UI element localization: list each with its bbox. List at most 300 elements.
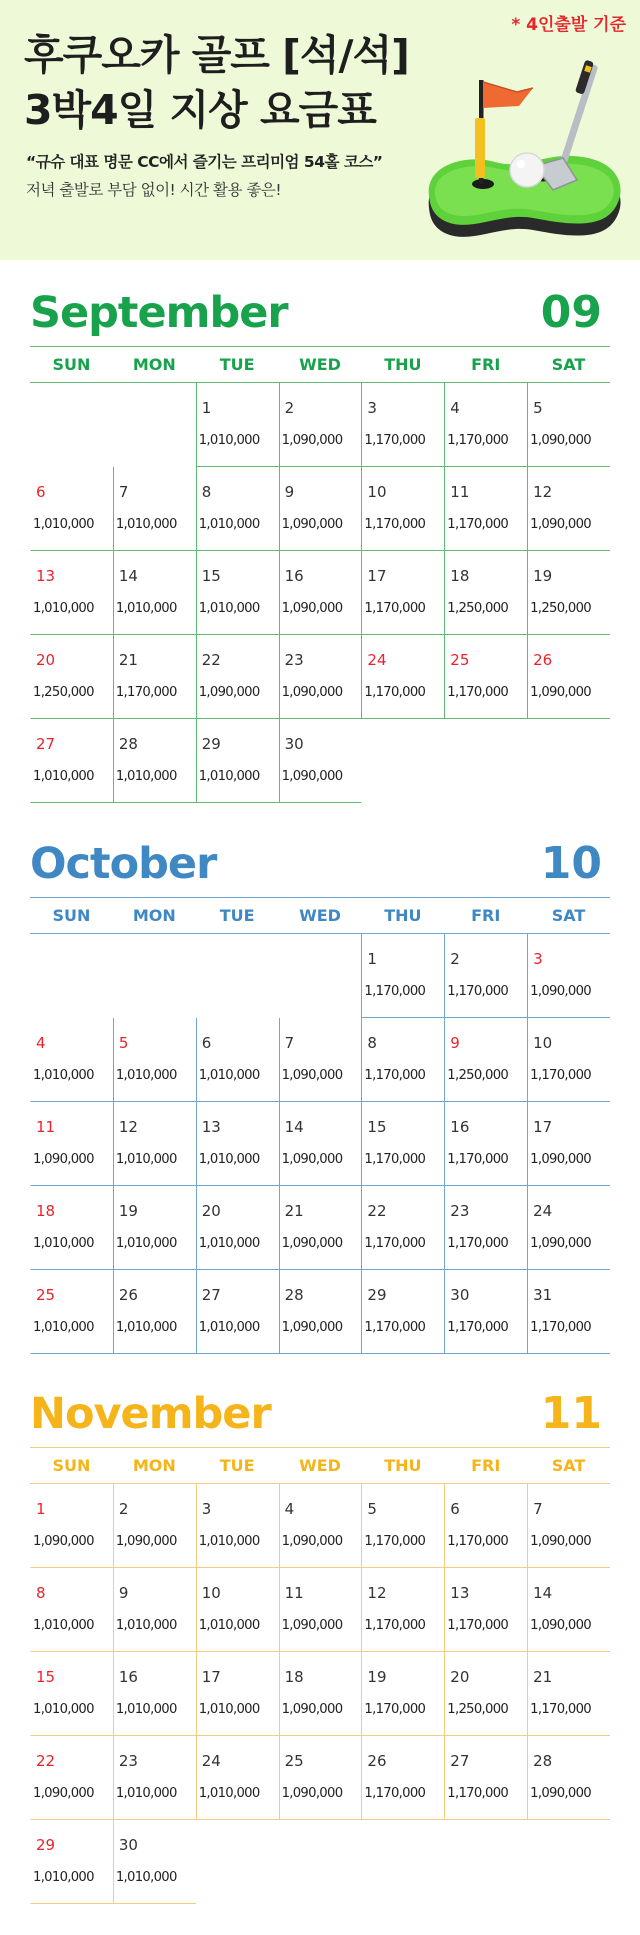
weekday-row: [30, 897, 610, 934]
day-number: 27: [201, 1286, 221, 1304]
day-grid: [30, 934, 610, 1354]
day-number: 20: [450, 1668, 470, 1686]
day-price: 1,010,000: [198, 517, 260, 532]
day-number: 11: [284, 1584, 304, 1602]
weekday-sun: SUN: [52, 906, 91, 925]
day-cell: [361, 383, 444, 467]
day-grid: [30, 1484, 610, 1904]
day-price: 1,090,000: [281, 1152, 343, 1167]
empty-cell: [113, 934, 196, 1018]
weekday-fri: FRI: [471, 355, 501, 374]
day-cell: [444, 1568, 527, 1652]
day-cell: [527, 1484, 610, 1568]
october-calendar: [30, 833, 610, 1354]
weekday-thu: THU: [384, 906, 422, 925]
day-cell: [527, 1018, 610, 1102]
day-cell: [361, 635, 444, 719]
day-number: 22: [367, 1202, 387, 1220]
day-number: 8: [367, 1034, 377, 1052]
day-number: 2: [118, 1500, 129, 1518]
month-name: November: [30, 1389, 271, 1439]
day-cell: [444, 467, 527, 551]
day-price: 1,010,000: [33, 1320, 94, 1335]
weekday-sun: SUN: [52, 355, 91, 374]
day-price: 1,090,000: [530, 517, 591, 532]
weekday-fri: FRI: [471, 906, 501, 925]
day-cell: [444, 1736, 527, 1820]
day-cell: [113, 467, 196, 551]
day-price: 1,010,000: [33, 1702, 94, 1717]
group-size-note: * 4인출발 기준: [511, 15, 626, 35]
weekday-wed: WED: [299, 906, 341, 925]
month-name: September: [30, 288, 288, 338]
day-price: 1,170,000: [447, 685, 509, 700]
month-number: 10: [540, 838, 602, 889]
page-title: [24, 28, 409, 138]
course-quote: “규슈 대표 명문 CC에서 즐기는 프리미엄 54홀 코스”: [26, 153, 383, 171]
day-number: 5: [533, 399, 543, 417]
day-cell: [527, 1652, 610, 1736]
day-number: 29: [201, 735, 221, 753]
day-number: 9: [450, 1034, 460, 1052]
day-number: 6: [450, 1500, 460, 1518]
day-price: 1,010,000: [115, 1068, 177, 1083]
day-number: 16: [118, 1668, 138, 1686]
month-header: [30, 1383, 610, 1447]
empty-cell: [30, 934, 113, 1018]
day-number: 6: [201, 1034, 212, 1052]
day-price: 1,010,000: [115, 601, 177, 616]
day-price: 1,010,000: [198, 1068, 260, 1083]
day-number: 29: [367, 1286, 387, 1304]
day-number: 1: [201, 399, 212, 417]
day-number: 26: [533, 651, 553, 669]
empty-cell: [30, 383, 113, 467]
day-number: 17: [533, 1118, 553, 1136]
day-number: 22: [36, 1752, 56, 1770]
day-price: 1,090,000: [281, 685, 343, 700]
day-price: 1,090,000: [530, 1534, 591, 1549]
day-cell: [30, 1736, 113, 1820]
day-cell: [527, 1270, 610, 1354]
golf-green-illustration: [415, 58, 630, 248]
day-number: 8: [201, 483, 212, 501]
day-cell: [444, 635, 527, 719]
day-number: 18: [450, 567, 470, 585]
header-banner: [0, 0, 640, 260]
day-number: 18: [36, 1202, 56, 1220]
day-cell: [196, 1484, 279, 1568]
day-price: 1,090,000: [281, 1068, 343, 1083]
day-price: 1,170,000: [530, 1068, 591, 1083]
day-price: 1,010,000: [33, 517, 94, 532]
day-price: 1,010,000: [33, 1236, 94, 1251]
day-cell: [196, 383, 279, 467]
day-grid: [30, 383, 610, 803]
day-number: 6: [36, 483, 46, 501]
day-number: 24: [367, 651, 387, 669]
day-number: 21: [284, 1202, 304, 1220]
weekday-sat: SAT: [551, 355, 586, 374]
day-price: 1,250,000: [447, 601, 509, 616]
day-number: 27: [36, 735, 56, 753]
day-price: 1,010,000: [198, 1236, 260, 1251]
day-number: 15: [201, 567, 221, 585]
day-number: 26: [367, 1752, 387, 1770]
day-cell: [279, 1018, 362, 1102]
day-number: 31: [533, 1286, 553, 1304]
day-number: 13: [36, 567, 56, 585]
day-number: 3: [201, 1500, 212, 1518]
day-cell: [444, 1652, 527, 1736]
day-cell: [113, 1270, 196, 1354]
day-price: 1,090,000: [198, 685, 260, 700]
day-cell: [444, 1186, 527, 1270]
day-cell: [279, 383, 362, 467]
day-price: 1,010,000: [115, 1702, 177, 1717]
day-number: 8: [36, 1584, 46, 1602]
day-cell: [527, 1736, 610, 1820]
day-price: 1,010,000: [198, 1320, 260, 1335]
day-price: 1,010,000: [33, 1068, 94, 1083]
day-cell: [361, 1568, 444, 1652]
day-price: 1,090,000: [115, 1534, 177, 1549]
day-number: 30: [284, 735, 304, 753]
day-number: 28: [533, 1752, 553, 1770]
weekday-sat: SAT: [551, 906, 586, 925]
day-number: 11: [450, 483, 470, 501]
day-price: 1,010,000: [115, 1618, 177, 1633]
day-cell: [444, 1484, 527, 1568]
day-cell: [196, 719, 279, 803]
day-number: 7: [533, 1500, 543, 1518]
day-price: 1,010,000: [115, 769, 177, 784]
day-cell: [196, 1652, 279, 1736]
day-cell: [30, 551, 113, 635]
day-number: 16: [450, 1118, 470, 1136]
day-price: 1,090,000: [33, 1152, 94, 1167]
day-cell: [361, 934, 444, 1018]
weekday-tue: TUE: [219, 906, 255, 925]
day-cell: [30, 467, 113, 551]
day-cell: [279, 467, 362, 551]
title-line-1: 후쿠오카 골프 [석/석]: [24, 31, 409, 79]
day-cell: [113, 1484, 196, 1568]
november-calendar: [30, 1383, 610, 1904]
day-price: 1,010,000: [115, 1236, 177, 1251]
day-cell: [527, 383, 610, 467]
course-description: 저녁 출발로 부담 없이! 시간 활용 좋은!: [26, 181, 282, 199]
day-number: 2: [450, 950, 460, 968]
day-price: 1,010,000: [198, 1702, 260, 1717]
day-cell: [30, 1102, 113, 1186]
day-cell: [30, 1820, 113, 1904]
day-number: 25: [284, 1752, 304, 1770]
day-cell: [361, 1652, 444, 1736]
day-price: 1,090,000: [530, 1618, 591, 1633]
day-price: 1,010,000: [33, 769, 94, 784]
day-price: 1,170,000: [364, 1320, 426, 1335]
day-number: 19: [367, 1668, 387, 1686]
day-price: 1,090,000: [281, 769, 343, 784]
day-price: 1,090,000: [281, 1236, 343, 1251]
day-price: 1,090,000: [33, 1534, 94, 1549]
day-cell: [279, 719, 362, 803]
weekday-sun: SUN: [52, 1456, 91, 1475]
day-number: 4: [284, 1500, 295, 1518]
day-number: 20: [201, 1202, 221, 1220]
day-cell: [361, 1018, 444, 1102]
day-cell: [30, 1186, 113, 1270]
day-number: 3: [367, 399, 377, 417]
day-cell: [196, 1568, 279, 1652]
day-number: 24: [201, 1752, 221, 1770]
day-price: 1,090,000: [530, 984, 591, 999]
day-number: 2: [284, 399, 295, 417]
day-number: 1: [36, 1500, 46, 1518]
day-price: 1,010,000: [33, 601, 94, 616]
day-number: 14: [284, 1118, 304, 1136]
day-number: 17: [201, 1668, 221, 1686]
day-price: 1,170,000: [447, 1786, 509, 1801]
day-number: 21: [118, 651, 138, 669]
day-number: 21: [533, 1668, 553, 1686]
day-price: 1,170,000: [364, 984, 426, 999]
day-price: 1,010,000: [33, 1870, 94, 1885]
weekday-mon: MON: [132, 906, 176, 925]
day-cell: [527, 467, 610, 551]
weekday-row: [30, 1447, 610, 1484]
day-price: 1,010,000: [198, 1152, 260, 1167]
weekday-sat: SAT: [551, 1456, 586, 1475]
day-price: 1,010,000: [115, 1320, 177, 1335]
day-price: 1,010,000: [115, 1152, 177, 1167]
day-cell: [361, 1484, 444, 1568]
day-price: 1,250,000: [447, 1068, 509, 1083]
day-price: 1,090,000: [530, 1236, 591, 1251]
day-number: 17: [367, 567, 387, 585]
day-number: 19: [533, 567, 553, 585]
day-price: 1,090,000: [530, 1152, 591, 1167]
day-cell: [196, 1102, 279, 1186]
day-price: 1,090,000: [281, 517, 343, 532]
day-cell: [527, 1102, 610, 1186]
day-number: 3: [533, 950, 543, 968]
day-number: 26: [118, 1286, 138, 1304]
weekday-mon: MON: [132, 1456, 176, 1475]
day-price: 1,170,000: [447, 517, 509, 532]
day-number: 22: [201, 651, 221, 669]
day-cell: [30, 1270, 113, 1354]
day-cell: [113, 1186, 196, 1270]
month-header: [30, 282, 610, 346]
day-cell: [279, 635, 362, 719]
day-price: 1,170,000: [447, 1534, 509, 1549]
day-price: 1,250,000: [530, 601, 591, 616]
day-number: 15: [36, 1668, 56, 1686]
day-number: 5: [367, 1500, 377, 1518]
day-cell: [279, 1484, 362, 1568]
weekday-thu: THU: [384, 355, 422, 374]
day-number: 1: [367, 950, 377, 968]
day-price: 1,170,000: [364, 1702, 426, 1717]
day-number: 16: [284, 567, 304, 585]
day-cell: [30, 635, 113, 719]
day-cell: [444, 1102, 527, 1186]
day-cell: [279, 1270, 362, 1354]
day-number: 12: [118, 1118, 138, 1136]
day-cell: [113, 635, 196, 719]
day-cell: [30, 1652, 113, 1736]
day-price: 1,090,000: [281, 601, 343, 616]
day-cell: [113, 1568, 196, 1652]
day-price: 1,010,000: [198, 769, 260, 784]
day-price: 1,170,000: [530, 1320, 591, 1335]
day-number: 24: [533, 1202, 553, 1220]
day-number: 10: [201, 1584, 221, 1602]
empty-cell: [279, 934, 362, 1018]
day-price: 1,250,000: [447, 1702, 509, 1717]
day-number: 28: [118, 735, 138, 753]
day-cell: [527, 635, 610, 719]
title-line-2: 3박4일 지상 요금표: [24, 86, 376, 134]
day-price: 1,170,000: [447, 1152, 509, 1167]
month-header: [30, 833, 610, 897]
day-price: 1,090,000: [281, 433, 343, 448]
day-number: 10: [533, 1034, 553, 1052]
day-number: 14: [118, 567, 138, 585]
day-number: 14: [533, 1584, 553, 1602]
day-cell: [279, 1652, 362, 1736]
weekday-wed: WED: [299, 355, 341, 374]
day-cell: [527, 934, 610, 1018]
day-cell: [279, 1568, 362, 1652]
day-number: 11: [36, 1118, 56, 1136]
september-calendar: [30, 282, 610, 803]
day-number: 30: [450, 1286, 470, 1304]
day-number: 23: [450, 1202, 470, 1220]
day-price: 1,170,000: [447, 433, 509, 448]
day-price: 1,010,000: [198, 1618, 260, 1633]
day-cell: [196, 635, 279, 719]
day-number: 4: [450, 399, 460, 417]
day-price: 1,090,000: [530, 685, 591, 700]
day-price: 1,250,000: [33, 685, 94, 700]
day-price: 1,170,000: [530, 1702, 591, 1717]
day-cell: [113, 551, 196, 635]
day-price: 1,170,000: [447, 1236, 509, 1251]
day-cell: [361, 1102, 444, 1186]
day-cell: [196, 1736, 279, 1820]
empty-cell: [113, 383, 196, 467]
day-number: 12: [367, 1584, 387, 1602]
day-number: 12: [533, 483, 553, 501]
day-cell: [30, 1018, 113, 1102]
day-cell: [444, 1018, 527, 1102]
day-number: 27: [450, 1752, 470, 1770]
day-price: 1,170,000: [364, 433, 426, 448]
day-price: 1,170,000: [364, 1618, 426, 1633]
day-cell: [361, 1186, 444, 1270]
day-number: 4: [36, 1034, 46, 1052]
day-price: 1,170,000: [364, 517, 426, 532]
day-price: 1,090,000: [33, 1786, 94, 1801]
day-cell: [444, 934, 527, 1018]
day-number: 10: [367, 483, 387, 501]
day-price: 1,090,000: [281, 1534, 343, 1549]
day-number: 25: [36, 1286, 56, 1304]
day-price: 1,170,000: [364, 1786, 426, 1801]
day-price: 1,010,000: [198, 433, 260, 448]
weekday-tue: TUE: [219, 1456, 255, 1475]
day-number: 19: [118, 1202, 138, 1220]
month-name: October: [30, 839, 217, 889]
day-cell: [444, 383, 527, 467]
day-cell: [279, 1102, 362, 1186]
day-price: 1,010,000: [115, 517, 177, 532]
month-number: 11: [540, 1388, 602, 1439]
day-cell: [527, 1186, 610, 1270]
day-cell: [361, 467, 444, 551]
day-cell: [113, 1018, 196, 1102]
day-cell: [361, 1270, 444, 1354]
day-price: 1,090,000: [281, 1618, 343, 1633]
day-price: 1,170,000: [364, 685, 426, 700]
day-cell: [279, 1186, 362, 1270]
day-number: 15: [367, 1118, 387, 1136]
day-price: 1,090,000: [530, 1786, 591, 1801]
day-price: 1,170,000: [364, 601, 426, 616]
weekday-wed: WED: [299, 1456, 341, 1475]
day-number: 7: [118, 483, 129, 501]
day-cell: [30, 719, 113, 803]
weekday-tue: TUE: [219, 355, 255, 374]
day-number: 20: [36, 651, 56, 669]
weekday-mon: MON: [132, 355, 176, 374]
day-price: 1,090,000: [530, 433, 591, 448]
day-cell: [444, 1270, 527, 1354]
day-price: 1,090,000: [281, 1320, 343, 1335]
day-cell: [113, 1820, 196, 1904]
day-price: 1,170,000: [447, 1618, 509, 1633]
day-number: 23: [284, 651, 304, 669]
day-price: 1,010,000: [198, 1534, 260, 1549]
day-cell: [279, 551, 362, 635]
day-number: 28: [284, 1286, 304, 1304]
day-cell: [361, 1736, 444, 1820]
month-number: 09: [540, 287, 602, 338]
day-price: 1,010,000: [198, 601, 260, 616]
weekday-thu: THU: [384, 1456, 422, 1475]
day-number: 5: [118, 1034, 129, 1052]
day-number: 9: [118, 1584, 129, 1602]
day-cell: [196, 551, 279, 635]
day-cell: [444, 551, 527, 635]
day-cell: [113, 1652, 196, 1736]
day-number: 13: [201, 1118, 221, 1136]
day-number: 25: [450, 651, 470, 669]
day-cell: [527, 551, 610, 635]
day-price: 1,170,000: [115, 685, 177, 700]
day-cell: [196, 1270, 279, 1354]
day-cell: [361, 551, 444, 635]
day-number: 7: [284, 1034, 295, 1052]
day-price: 1,090,000: [281, 1786, 343, 1801]
day-cell: [30, 1484, 113, 1568]
day-cell: [196, 1018, 279, 1102]
day-number: 23: [118, 1752, 138, 1770]
day-number: 29: [36, 1836, 56, 1854]
